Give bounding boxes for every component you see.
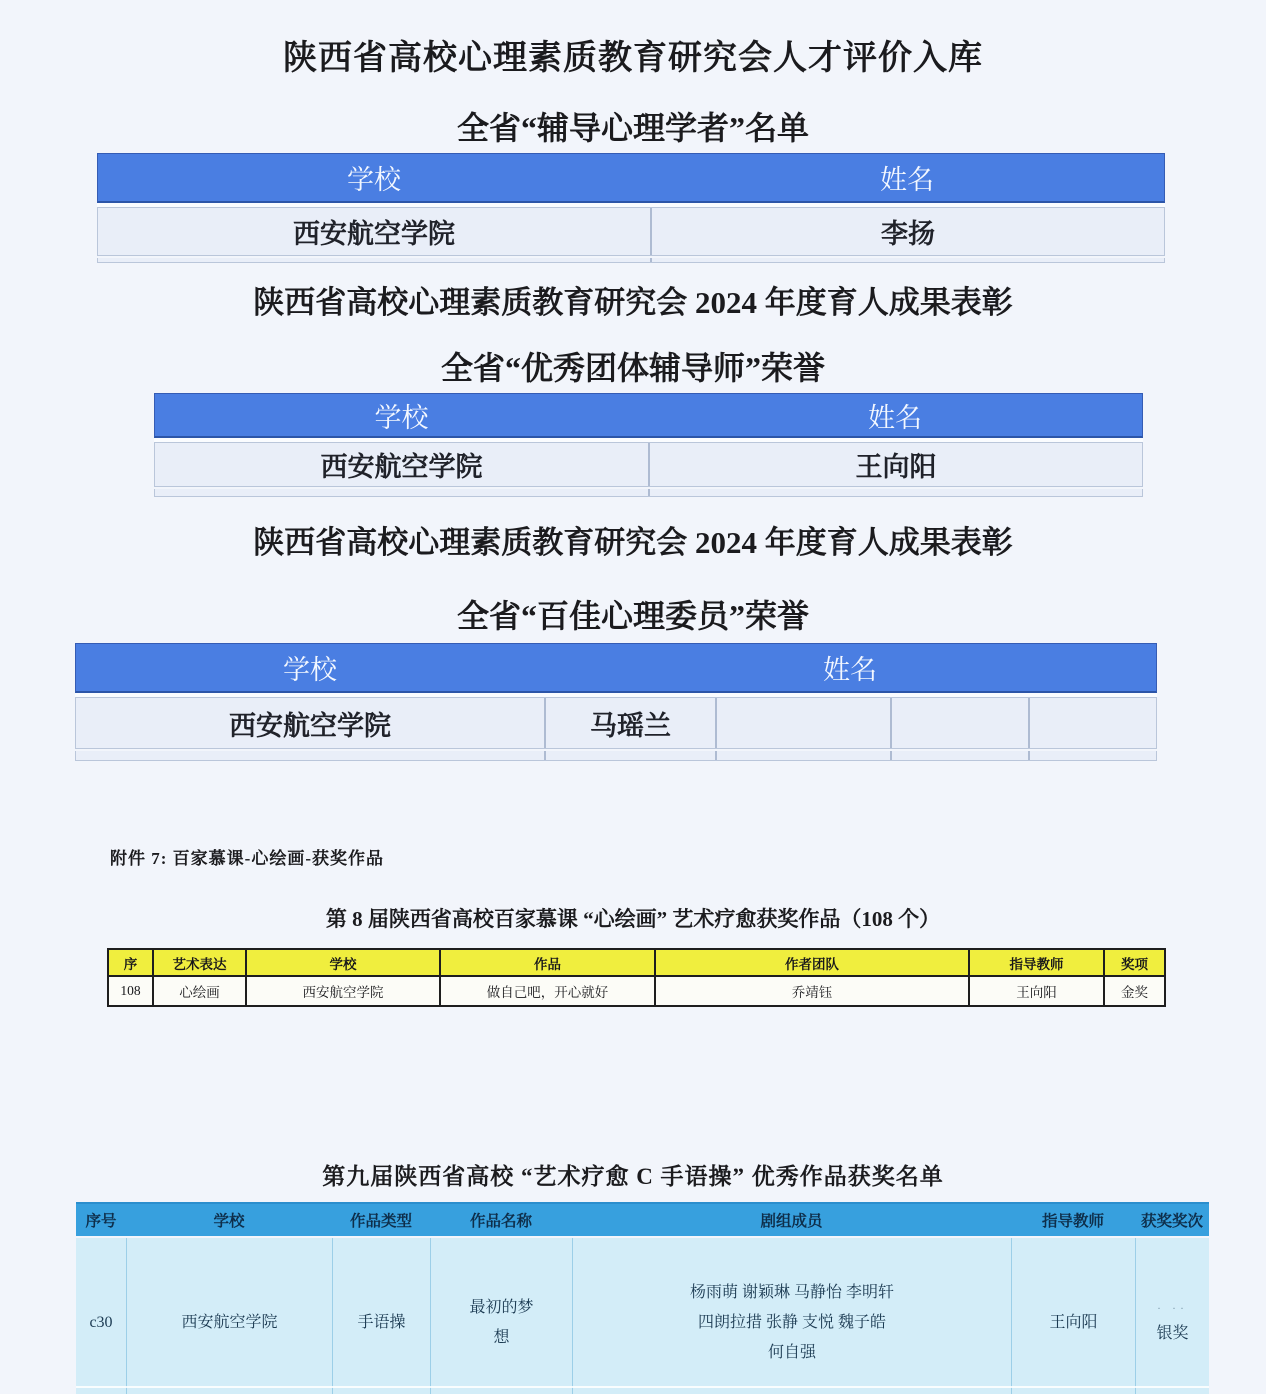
- scholar-table: [97, 153, 1165, 263]
- cast-line: 四朗拉措 张静 支悦 魏子皓: [697, 1314, 886, 1331]
- cell-work: 做自己吧，开心就好: [439, 977, 654, 1005]
- col-work-name-header: 作品名称: [469, 1213, 532, 1230]
- cell-empty: [1028, 698, 1156, 748]
- col-work-header: 作品: [439, 950, 654, 975]
- col-school-header: 学校: [283, 655, 337, 685]
- next-row-divider: [76, 1386, 1209, 1388]
- cell-name: 马瑶兰: [544, 698, 715, 748]
- cell-name: 李扬: [650, 208, 1164, 255]
- cell-work-name: [430, 1238, 572, 1394]
- cell-empty: [890, 698, 1028, 748]
- col-award-header: 奖项: [1103, 950, 1164, 975]
- mooc-awards-title: 第 8 届陕西省高校百家慕课 “心绘画” 艺术疗愈获奖作品（108 个）: [325, 907, 941, 931]
- cell-seq: 108: [120, 983, 141, 998]
- commendation-title: 陕西省高校心理素质教育研究会 2024 年度育人成果表彰: [253, 285, 1013, 320]
- col-cast-header: 剧组成员: [760, 1213, 823, 1230]
- table-row: [97, 207, 1165, 256]
- col-no-header: 序号: [85, 1213, 117, 1230]
- col-seq-header: 序: [123, 956, 138, 972]
- scholar-table-header: [97, 153, 1165, 203]
- table-row: [76, 1238, 1209, 1394]
- cell-work-type: 手语操: [332, 1238, 430, 1394]
- cast-line: 杨雨萌 谢颖琳 马静怡 李明轩: [689, 1284, 894, 1301]
- table-row: [75, 697, 1157, 749]
- table-row-partial: [154, 489, 1143, 497]
- col-school-header: 学校: [347, 165, 401, 195]
- col-name-header: 姓名: [823, 655, 877, 685]
- cell-award: 金奖: [1103, 977, 1164, 1005]
- col-school-header: 学校: [374, 402, 429, 433]
- cell-advisor: 王向阳: [1011, 1238, 1135, 1394]
- sign-table-header: [76, 1202, 1209, 1236]
- col-work-type-header: 作品类型: [349, 1213, 412, 1230]
- col-advisor-header: 指导教师: [968, 950, 1103, 975]
- group-counselor-subtitle: 全省“优秀团体辅导师”荣誉: [440, 350, 825, 386]
- table-row: [154, 442, 1143, 487]
- work-name-text: 最初的梦想: [469, 1299, 534, 1346]
- psych-committee-table-header: [75, 643, 1157, 693]
- col-team-header: 作者团队: [654, 950, 968, 975]
- cell-school: 西安航空学院: [320, 452, 483, 482]
- cast-line: 何自强: [767, 1344, 816, 1361]
- prize-text: 银奖: [1156, 1325, 1189, 1342]
- mooc-table-header: [109, 950, 1164, 977]
- group-counselor-table: [154, 393, 1143, 497]
- cell-prize: [1135, 1238, 1209, 1394]
- cell-school: 西安航空学院: [293, 219, 455, 249]
- table-row-partial: [97, 258, 1165, 263]
- cell-school: 西安航空学院: [126, 1238, 332, 1394]
- cell-name: 王向阳: [648, 443, 1142, 486]
- cell-cast: [572, 1238, 1011, 1394]
- cell-team: 乔靖钰: [654, 977, 968, 1005]
- col-prize-header: 获奖奖次: [1140, 1213, 1203, 1230]
- mooc-awards-table: [107, 948, 1166, 1007]
- psych-committee-table: [75, 643, 1157, 761]
- col-school-header: 学校: [213, 1213, 245, 1230]
- cell-no: c30: [89, 1314, 113, 1331]
- col-name-header: 姓名: [880, 165, 934, 195]
- group-counselor-table-header: [154, 393, 1143, 438]
- col-name-header: 姓名: [868, 402, 922, 433]
- table-row: [109, 977, 1164, 1005]
- cell-art-form: 心绘画: [152, 977, 245, 1005]
- col-advisor-header: 指导教师: [1041, 1213, 1104, 1230]
- prize-marks: · ··: [1157, 1301, 1188, 1315]
- commendation-title: 陕西省高校心理素质教育研究会 2024 年度育人成果表彰: [253, 525, 1013, 560]
- sign-language-awards-title: 第九届陕西省高校 “艺术疗愈 C 手语操” 优秀作品获奖名单: [322, 1164, 944, 1189]
- attachment-note: 附件 7: 百家慕课-心绘画-获奖作品: [110, 849, 384, 868]
- cell-advisor: 王向阳: [968, 977, 1103, 1005]
- sign-language-awards-table: [76, 1202, 1209, 1394]
- col-art-form-header: 艺术表达: [152, 950, 245, 975]
- cell-school: 西安航空学院: [245, 977, 439, 1005]
- psych-committee-subtitle: 全省“百佳心理委员”荣誉: [456, 598, 809, 634]
- table-row-partial: [75, 751, 1157, 761]
- col-school-header: 学校: [245, 950, 439, 975]
- scholar-list-subtitle: 全省“辅导心理学者”名单: [456, 110, 809, 146]
- cell-school: 西安航空学院: [229, 710, 391, 741]
- main-title: 陕西省高校心理素质教育研究会人才评价入库: [283, 40, 983, 77]
- cell-empty: [715, 698, 890, 748]
